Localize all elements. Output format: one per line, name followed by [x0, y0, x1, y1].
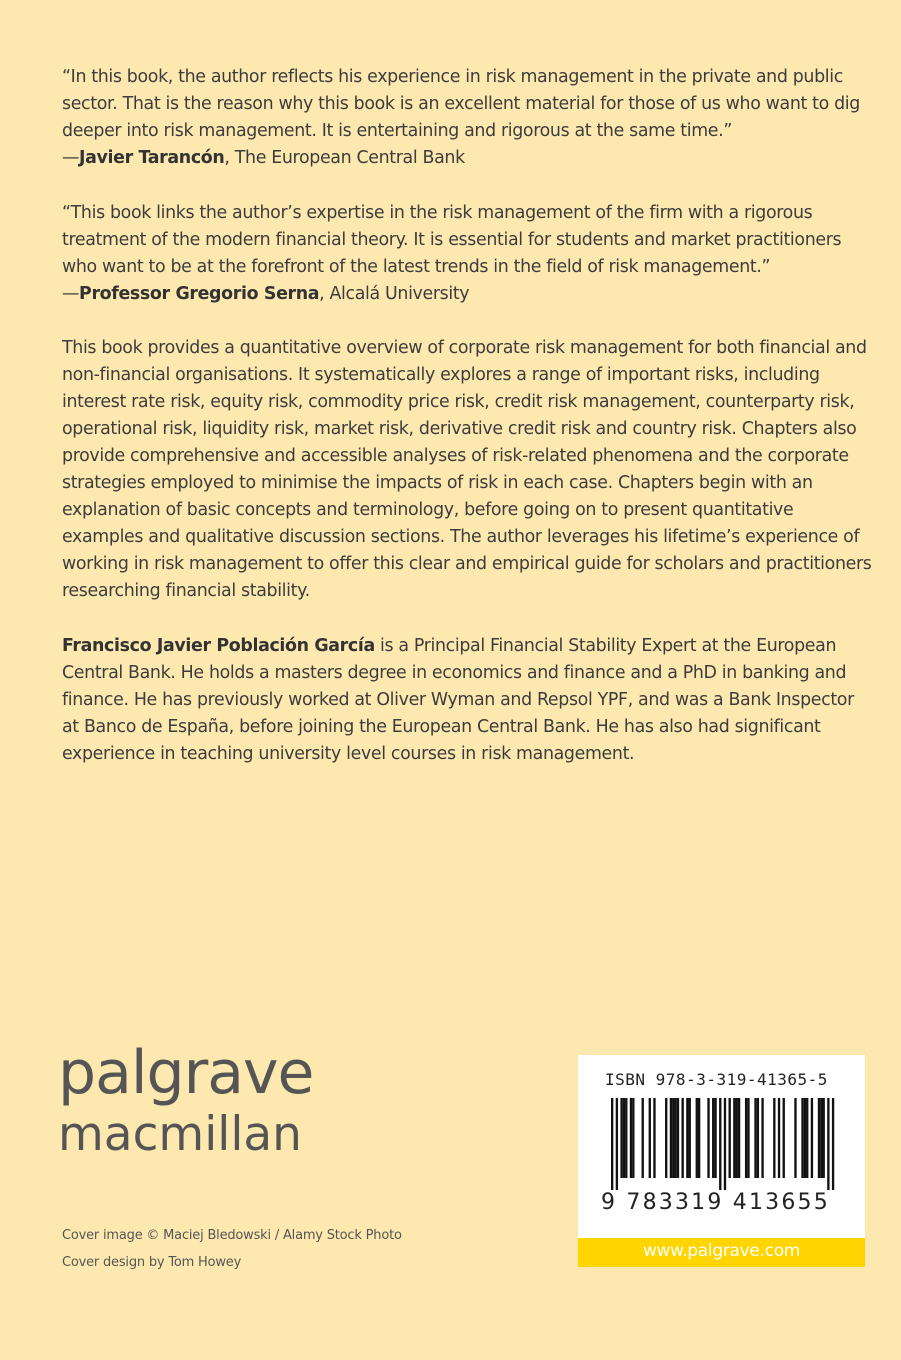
barcode-bar — [616, 1098, 618, 1190]
barcode-bar — [729, 1098, 731, 1178]
quote-tarancon — [62, 64, 872, 172]
barcode-bar — [696, 1098, 698, 1178]
cover-credits — [62, 1222, 402, 1276]
barcode-bar — [801, 1098, 803, 1178]
logo-palgrave: palgrave — [58, 1038, 314, 1108]
barcode-bar — [674, 1098, 676, 1178]
barcode-bar — [811, 1098, 813, 1178]
barcode-bar — [630, 1098, 632, 1178]
barcode-bar — [689, 1098, 691, 1178]
barcode-bar — [738, 1098, 740, 1178]
cover-design-credit: Cover design by Tom Howey — [62, 1255, 242, 1270]
barcode-bar — [672, 1098, 674, 1178]
barcode-bar — [611, 1098, 613, 1190]
quote-affiliation: , The European Central Bank — [224, 148, 465, 168]
barcode-bar — [761, 1098, 763, 1178]
barcode-bar — [804, 1098, 806, 1178]
quote-text: “In this book, the author reflects his experience in risk management in the private and public sector. That is the reason why this book is an excellent material for those of us who want to dig deeper into risk management. It is entertaining and rigorous at the same time.” — [62, 67, 860, 141]
book-description — [62, 335, 872, 605]
barcode-bar — [632, 1098, 634, 1178]
quote-attribution: —Javier Tarancón, The European Central Bank — [62, 148, 465, 168]
barcode-bar — [773, 1098, 775, 1178]
barcode-bar — [736, 1098, 738, 1178]
barcode-bar — [754, 1098, 756, 1178]
author-bio — [62, 633, 872, 768]
quote-author: Professor Gregorio Serna — [79, 284, 320, 304]
barcode-bar — [649, 1098, 651, 1178]
barcode-bar — [820, 1098, 822, 1178]
author-name: Francisco Javier Población García — [62, 636, 375, 656]
barcode-bar — [625, 1098, 627, 1178]
barcode-bar — [653, 1098, 655, 1178]
barcode-bar — [665, 1098, 667, 1178]
barcode-bar — [712, 1098, 714, 1178]
bio-text: is a Principal Financial Stability Expert at the European Central Bank. He holds a masters degree in economics and finance and a PhD in banking and finance. He has previously worked at Oliver Wyman and Repsol YPF, and was a Bank Inspector at Banco de España, before joining the European Central Bank. He has also had significant experience in teaching university level courses in risk management. — [62, 636, 854, 764]
barcode-bar — [778, 1098, 780, 1178]
barcode-bar — [620, 1098, 622, 1178]
barcode-bar — [745, 1098, 747, 1178]
cover-image-credit: Cover image © Maciej Bledowski / Alamy Stock Photo — [62, 1228, 402, 1243]
barcode-bar — [783, 1098, 785, 1178]
isbn-label: ISBN 978-3-319-41365-5 — [605, 1070, 828, 1089]
barcode-bar — [757, 1098, 759, 1178]
barcode-bar — [823, 1098, 825, 1178]
barcode-bars — [596, 1098, 846, 1190]
barcode-bar — [623, 1098, 625, 1178]
barcode-bar — [747, 1098, 749, 1178]
barcode-bar — [719, 1098, 721, 1190]
publisher-logo — [58, 1040, 313, 1164]
barcode-bar — [818, 1098, 820, 1178]
barcode-bar — [698, 1098, 700, 1178]
publisher-url: www.palgrave.com — [578, 1238, 865, 1267]
barcode-bar — [794, 1098, 796, 1178]
barcode-bar — [686, 1098, 688, 1178]
quote-text: “This book links the author’s expertise in the risk management of the firm with a rigorous treatment of the modern financial theory. It is essential for students and market practitioners who want to be at the forefront of the latest trends in the field of risk management.” — [62, 203, 842, 277]
barcode-bar — [724, 1098, 726, 1190]
barcode-bar — [642, 1098, 644, 1178]
barcode-bar — [707, 1098, 709, 1178]
barcode-bar — [677, 1098, 679, 1178]
barcode-bar — [832, 1098, 834, 1190]
barcode-bar — [682, 1098, 684, 1178]
barcode-digits: 9 783319 413655 — [601, 1190, 830, 1215]
barcode-bar — [714, 1098, 716, 1178]
quote-affiliation: , Alcalá University — [319, 284, 470, 304]
barcode-bar — [806, 1098, 808, 1178]
description-text: This book provides a quantitative overview of corporate risk management for both financial and non-financial organisations. It systematically explores a range of important risks, including interest rate risk, equity risk, commodity price risk, credit risk management, counterparty risk, operational risk, liquidity risk, market risk, derivative credit risk and country risk. Chapters also provide comprehensive and accessible analyses of risk-related phenomena and the corporate strategies employed to minimise the impacts of risk in each case. Chapters begin with an explanation of basic concepts and terminology, before going on to present quantitative examples and qualitative discussion sections. The author leverages his lifetime’s experience of working in risk management to offer this clear and empirical guide for scholars and practitioners researching financial stability. — [62, 338, 872, 601]
quote-serna — [62, 200, 872, 308]
bio-paragraph — [62, 633, 872, 768]
barcode-bar — [733, 1098, 735, 1178]
isbn-barcode — [578, 1055, 865, 1238]
quote-attribution: —Professor Gregorio Serna, Alcalá University — [62, 284, 470, 304]
barcode-bar — [670, 1098, 672, 1178]
quote-author: Javier Tarancón — [79, 148, 225, 168]
barcode-bar — [827, 1098, 829, 1190]
logo-macmillan: macmillan — [58, 1107, 302, 1162]
